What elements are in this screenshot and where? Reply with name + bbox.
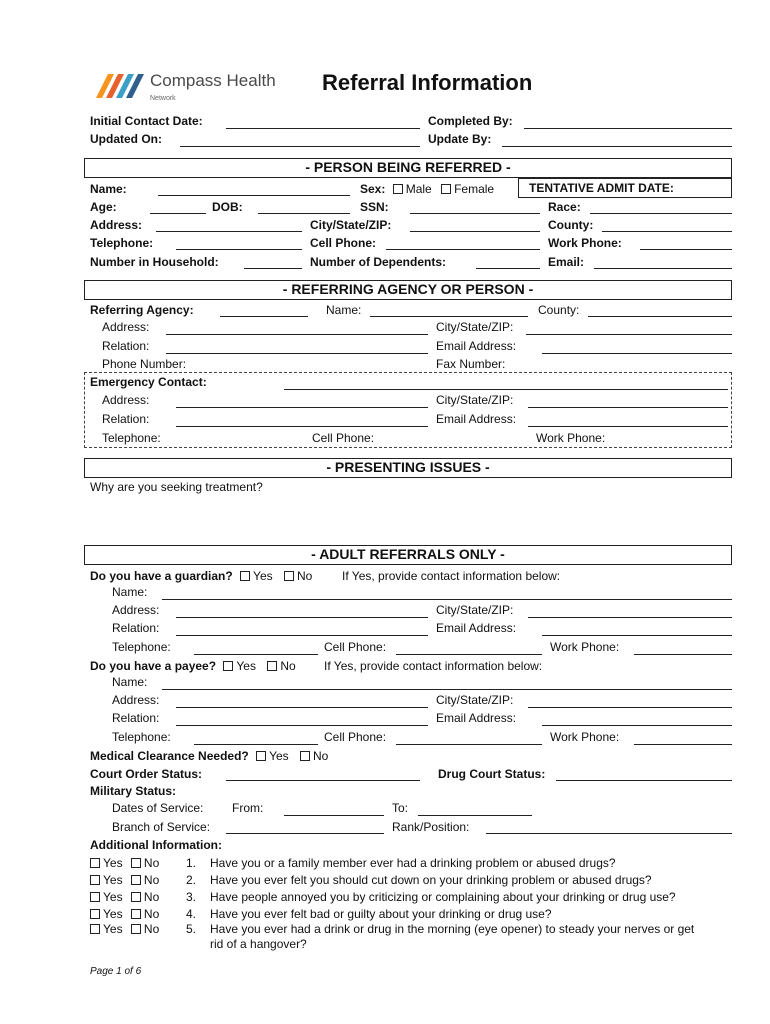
military-status-label: Military Status: [90,784,177,798]
screening-question-4 [90,907,159,921]
payee-telephone-label: Telephone: [112,730,171,744]
guardian-row [90,569,312,583]
q3-number: 3. [186,890,197,904]
payee-email-label: Email Address: [436,711,517,725]
guardian-no-checkbox[interactable] [284,571,294,581]
to-label: To: [392,801,409,815]
agency-address-label: Address: [102,320,150,334]
q1-yes-label: Yes [103,856,123,870]
agency-relation-label: Relation: [102,339,150,353]
q5-no-label: No [143,922,160,936]
court-order-label: Court Order Status: [90,767,203,781]
person-email-field[interactable] [594,268,732,269]
compass-health-logo-icon [96,70,148,100]
q5-number: 5. [186,922,197,936]
person-city-field[interactable] [410,231,540,232]
sex-group [360,182,494,196]
agency-name-field[interactable] [370,316,528,317]
emergency-email-label: Email Address: [436,412,517,426]
emergency-address-field[interactable] [176,407,428,408]
rank-label: Rank/Position: [392,820,470,834]
tentative-admit-box[interactable] [518,178,732,198]
update-by-field[interactable] [502,146,732,147]
additional-info-label: Additional Information: [90,838,222,852]
seeking-treatment-answer[interactable] [90,496,732,538]
guardian-relation-field[interactable] [176,635,428,636]
person-section-heading: - PERSON BEING REFERRED - [84,158,732,178]
tentative-admit-label: TENTATIVE ADMIT DATE: [529,181,674,195]
drug-court-field[interactable] [556,780,732,781]
q3-yes-checkbox[interactable] [90,892,100,902]
dates-of-service-label: Dates of Service: [112,801,204,815]
payee-yes-checkbox[interactable] [223,661,233,671]
emergency-work-label: Work Phone: [536,431,606,445]
guardian-yes-checkbox[interactable] [240,571,250,581]
from-field[interactable] [284,815,384,816]
agency-county-label: County: [538,303,580,317]
payee-cell-field[interactable] [396,744,542,745]
guardian-name-field[interactable] [162,599,732,600]
agency-city-label: City/State/ZIP: [436,320,514,334]
agency-city-field[interactable] [526,334,732,335]
payee-yes-label: Yes [236,659,256,673]
person-telephone-label: Telephone: [90,236,154,250]
agency-email-label: Email Address: [436,339,517,353]
agency-phone-label: Phone Number: [102,357,187,371]
update-by-label: Update By: [428,132,492,146]
medical-no-label: No [313,749,329,763]
q1-no-checkbox[interactable] [131,858,141,868]
page-title: Referral Information [322,70,533,95]
payee-note: If Yes, provide contact information below: [324,659,543,673]
emergency-contact-label: Emergency Contact: [90,375,207,389]
person-cell-label: Cell Phone: [310,236,377,250]
completed-by-label: Completed By: [428,114,513,128]
male-label: Male [405,182,432,196]
payee-city-label: City/State/ZIP: [436,693,514,707]
agency-address-field[interactable] [166,334,428,335]
guardian-yes-label: Yes [253,569,273,583]
q2-number: 2. [186,873,197,887]
adult-section-heading: - ADULT REFERRALS ONLY - [84,545,732,565]
logo-name: Compass Health [150,71,276,90]
q4-text: Have you ever felt bad or guilty about your drinking or drug use? [210,907,552,921]
q5-text: Have you ever had a drink or drug in the morning (eye opener) to steady your nerves or get [210,922,695,936]
q4-yes-label: Yes [103,907,123,921]
guardian-telephone-label: Telephone: [112,640,171,654]
person-email-label: Email: [548,255,585,269]
person-address-label: Address: [90,218,143,232]
dependents-label: Number of Dependents: [310,255,447,269]
presenting-section-heading: - PRESENTING ISSUES - [84,458,732,478]
emergency-email-field[interactable] [528,426,728,427]
rank-field[interactable] [486,833,732,834]
payee-relation-field[interactable] [176,725,428,726]
guardian-relation-label: Relation: [112,621,160,635]
payee-row [90,659,296,673]
guardian-name-label: Name: [112,585,148,599]
emergency-address-label: Address: [102,393,150,407]
q4-no-checkbox[interactable] [131,909,141,919]
person-name-field[interactable] [158,195,350,196]
guardian-cell-label: Cell Phone: [324,640,387,654]
person-work-field[interactable] [640,249,732,250]
emergency-relation-label: Relation: [102,412,150,426]
payee-no-label: No [280,659,296,673]
county-label: County: [548,218,594,232]
guardian-address-label: Address: [112,603,160,617]
medical-yes-label: Yes [269,749,289,763]
age-label: Age: [90,200,117,214]
q4-no-label: No [143,907,160,921]
male-checkbox[interactable] [393,184,403,194]
q5-no-checkbox[interactable] [131,924,141,934]
household-field[interactable] [244,268,302,269]
emergency-city-field[interactable] [528,407,728,408]
guardian-work-field[interactable] [634,654,732,655]
payee-work-field[interactable] [634,744,732,745]
guardian-cell-field[interactable] [396,654,542,655]
payee-relation-label: Relation: [112,711,160,725]
q4-yes-checkbox[interactable] [90,909,100,919]
q1-no-label: No [143,856,160,870]
medical-yes-checkbox[interactable] [256,751,266,761]
from-label: From: [232,801,264,815]
agency-relation-field[interactable] [166,353,428,354]
q2-no-checkbox[interactable] [131,875,141,885]
branch-label: Branch of Service: [112,820,211,834]
female-label: Female [454,182,495,196]
person-name-label: Name: [90,182,127,196]
household-label: Number in Household: [90,255,219,269]
branch-field[interactable] [226,833,384,834]
page-number: Page 1 of 6 [90,966,142,977]
person-work-label: Work Phone: [548,236,622,250]
initial-contact-label: Initial Contact Date: [90,114,203,128]
logo-sub: Network [150,95,176,102]
payee-address-label: Address: [112,693,160,707]
q5-yes-checkbox[interactable] [90,924,100,934]
payee-name-field[interactable] [162,689,732,690]
court-order-field[interactable] [226,780,420,781]
q2-yes-label: Yes [103,873,123,887]
race-field[interactable] [590,213,732,214]
guardian-question: Do you have a guardian? [90,569,233,583]
referring-agency-label: Referring Agency: [90,303,194,317]
seeking-treatment-question: Why are you seeking treatment? [90,480,263,494]
completed-by-field[interactable] [524,128,732,129]
ssn-field[interactable] [410,213,540,214]
dob-field[interactable] [258,213,350,214]
payee-address-field[interactable] [176,707,428,708]
q3-text: Have people annoyed you by criticizing or complaining about your drinking or drug use? [210,890,676,904]
race-label: Race: [548,200,581,214]
emergency-cell-label: Cell Phone: [312,431,375,445]
person-telephone-field[interactable] [176,249,302,250]
guardian-email-label: Email Address: [436,621,517,635]
agency-email-field[interactable] [542,353,732,354]
agency-county-field[interactable] [588,316,732,317]
county-field[interactable] [602,231,732,232]
payee-email-field[interactable] [542,725,732,726]
q3-no-label: No [143,890,160,904]
q5-text-continued: rid of a hangover? [210,937,307,951]
q3-yes-label: Yes [103,890,123,904]
screening-question-2 [90,873,159,887]
emergency-telephone-label: Telephone: [102,431,161,445]
payee-telephone-field[interactable] [194,744,318,745]
updated-on-field[interactable] [180,146,420,147]
agency-name-label: Name: [326,303,362,317]
q2-no-label: No [143,873,160,887]
person-address-field[interactable] [156,231,302,232]
guardian-city-field[interactable] [528,617,732,618]
screening-question-3 [90,890,159,904]
q2-yes-checkbox[interactable] [90,875,100,885]
emergency-city-label: City/State/ZIP: [436,393,514,407]
referring-agency-field[interactable] [220,316,308,317]
guardian-work-label: Work Phone: [550,640,620,654]
payee-cell-label: Cell Phone: [324,730,387,744]
guardian-email-field[interactable] [542,635,732,636]
screening-question-1 [90,856,159,870]
agency-fax-label: Fax Number: [436,357,506,371]
q5-yes-label: Yes [103,922,123,936]
emergency-relation-field[interactable] [176,426,428,427]
medical-question: Medical Clearance Needed? [90,749,249,763]
payee-question: Do you have a payee? [90,659,217,673]
q2-text: Have you ever felt you should cut down on your drinking problem or abused drugs? [210,873,652,887]
q4-number: 4. [186,907,197,921]
guardian-telephone-field[interactable] [194,654,318,655]
sex-label: Sex: [360,182,386,196]
guardian-note: If Yes, provide contact information below: [342,569,561,583]
initial-contact-field[interactable] [226,128,420,129]
ssn-label: SSN: [360,200,389,214]
emergency-contact-field[interactable] [284,389,728,390]
payee-name-label: Name: [112,675,148,689]
q3-no-checkbox[interactable] [131,892,141,902]
q1-number: 1. [186,856,197,870]
medical-row [90,749,328,763]
screening-question-5 [90,922,159,936]
payee-work-label: Work Phone: [550,730,620,744]
drug-court-label: Drug Court Status: [438,767,546,781]
dob-label: DOB: [212,200,243,214]
guardian-no-label: No [296,569,313,583]
payee-no-checkbox[interactable] [267,661,277,671]
age-field[interactable] [150,213,206,214]
q1-yes-checkbox[interactable] [90,858,100,868]
to-field[interactable] [418,815,532,816]
female-checkbox[interactable] [441,184,451,194]
person-city-label: City/State/ZIP: [310,218,392,232]
payee-city-field[interactable] [528,707,732,708]
guardian-address-field[interactable] [176,617,428,618]
dependents-field[interactable] [476,268,540,269]
q1-text: Have you or a family member ever had a drinking problem or abused drugs? [210,856,616,870]
agency-section-heading: - REFERRING AGENCY OR PERSON - [84,280,732,300]
guardian-city-label: City/State/ZIP: [436,603,514,617]
updated-on-label: Updated On: [90,132,162,146]
medical-no-checkbox[interactable] [300,751,310,761]
person-cell-field[interactable] [386,249,540,250]
